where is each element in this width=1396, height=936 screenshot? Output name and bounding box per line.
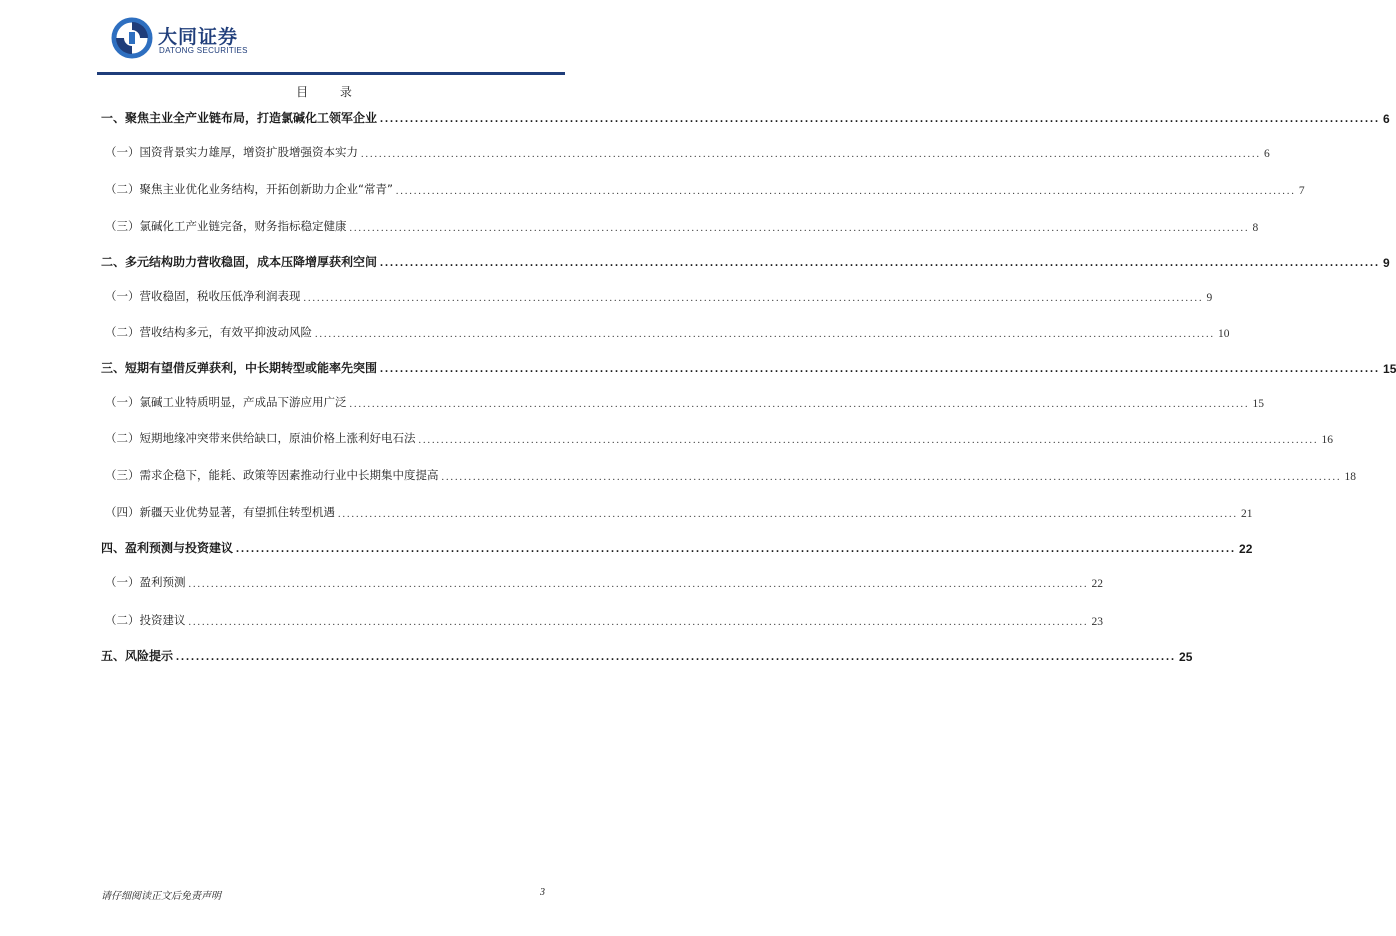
toc-subsection-entry[interactable] (101, 608, 1103, 628)
toc-subsection-entry[interactable] (101, 320, 1230, 340)
toc-subsection-entry[interactable] (101, 214, 1259, 234)
footer-disclaimer: 请仔细阅读正文后免责声明 (101, 891, 221, 902)
toc-dot-leader: ........................................................................................................................................................................................................ (380, 255, 1381, 269)
toc-dot-leader: ........................................................................................................................................................................................................ (361, 149, 1261, 160)
toc-page-number: 6 (1383, 112, 1390, 126)
header-divider (97, 72, 565, 75)
toc-dot-leader: ........................................................................................................................................................................................................ (188, 579, 1089, 590)
toc-subsection-entry[interactable] (101, 500, 1253, 520)
toc-page-number: 22 (1239, 542, 1253, 556)
toc-dot-leader: ........................................................................................................................................................................................................ (315, 329, 1215, 340)
toc-page-number: 22 (1091, 578, 1103, 590)
toc-section-entry[interactable] (101, 106, 1390, 126)
toc-page-number: 7 (1298, 185, 1305, 197)
toc-section-entry[interactable] (101, 644, 1193, 664)
toc-entry-title: 二、多元结构助力营收稳固，成本压降增厚获利空间 (101, 255, 378, 269)
toc-entry-title: （一）国资背景实力雄厚，增资扩股增强资本实力 (105, 145, 358, 159)
toc-entry-title: （一）盈利预测 (105, 575, 186, 589)
toc-entry-title: （二）营收结构多元，有效平抑波动风险 (105, 325, 312, 339)
toc-page-number: 16 (1321, 434, 1333, 446)
toc-subsection-entry[interactable] (101, 140, 1270, 160)
toc-dot-leader: ........................................................................................................................................................................................................ (188, 617, 1089, 628)
toc-subsection-entry[interactable] (101, 390, 1264, 410)
toc-page-number: 18 (1344, 471, 1356, 483)
toc-subsection-entry[interactable] (101, 463, 1356, 483)
toc-section-entry[interactable] (101, 356, 1396, 376)
toc-subsection-entry[interactable] (101, 570, 1103, 590)
toc-dot-leader: ........................................................................................................................................................................................................ (236, 541, 1237, 555)
toc-dot-leader: ........................................................................................................................................................................................................ (338, 509, 1238, 520)
toc-dot-leader: ........................................................................................................................................................................................................ (303, 293, 1204, 304)
toc-dot-leader: ........................................................................................................................................................................................................ (418, 435, 1319, 446)
toc-page-number: 15 (1252, 398, 1264, 410)
toc-page-number: 15 (1383, 362, 1396, 376)
toc-entry-title: （三）氯碱化工产业链完备，财务指标稳定健康 (105, 219, 347, 233)
toc-dot-leader: ........................................................................................................................................................................................................ (395, 186, 1296, 197)
toc-entry-title: （一）氯碱工业特质明显，产成品下游应用广泛 (105, 395, 347, 409)
toc-entry-title: （三）需求企稳下，能耗、政策等因素推动行业中长期集中度提高 (105, 468, 439, 482)
toc-entry-title: （四）新疆天业优势显著，有望抓住转型机遇 (105, 505, 335, 519)
toc-page-number: 9 (1383, 256, 1390, 270)
toc-entry-title: 一、聚焦主业全产业链布局，打造氯碱化工领军企业 (101, 111, 378, 125)
toc-entry-title: （二）短期地缘冲突带来供给缺口，原油价格上涨利好电石法 (105, 431, 416, 445)
toc-entry-title: （二）投资建议 (105, 613, 186, 627)
toc-title: 目 录 (296, 85, 366, 99)
toc-page-number: 9 (1206, 292, 1213, 304)
toc-page-number: 25 (1179, 650, 1193, 664)
toc-subsection-entry[interactable] (101, 284, 1213, 304)
toc-page-number: 10 (1218, 328, 1230, 340)
page-header (0, 0, 662, 80)
toc-entry-title: 四、盈利预测与投资建议 (101, 541, 234, 555)
toc-subsection-entry[interactable] (101, 426, 1333, 446)
footer-page-number: 3 (540, 887, 545, 898)
toc-subsection-entry[interactable] (101, 177, 1305, 197)
brand-name-english: DATONG SECURITIES (159, 46, 248, 55)
toc-entry-title: （一）营收稳固，税收压低净利润表现 (105, 289, 301, 303)
toc-dot-leader: ........................................................................................................................................................................................................ (349, 223, 1250, 234)
toc-section-entry[interactable] (101, 250, 1390, 270)
datong-logo-icon (112, 18, 152, 58)
toc-entry-title: 五、风险提示 (101, 649, 174, 663)
toc-dot-leader: ........................................................................................................................................................................................................ (441, 472, 1342, 483)
toc-page-number: 21 (1241, 508, 1253, 520)
toc-entry-title: （二）聚焦主业优化业务结构，开拓创新助力企业“常青” (105, 182, 393, 196)
brand-name-chinese: 大同证券 (158, 26, 239, 48)
toc-page-number: 23 (1091, 616, 1103, 628)
toc-entry-title: 三、短期有望借反弹获利，中长期转型或能率先突围 (101, 361, 378, 375)
datong-securities-logo (112, 18, 272, 62)
toc-page-number: 6 (1264, 148, 1270, 160)
toc-dot-leader: ........................................................................................................................................................................................................ (380, 111, 1381, 125)
toc-dot-leader: ........................................................................................................................................................................................................ (380, 361, 1381, 375)
toc-dot-leader: ........................................................................................................................................................................................................ (176, 649, 1177, 663)
toc-section-entry[interactable] (101, 536, 1253, 556)
toc-page-number: 8 (1252, 222, 1259, 234)
toc-dot-leader: ........................................................................................................................................................................................................ (349, 399, 1250, 410)
